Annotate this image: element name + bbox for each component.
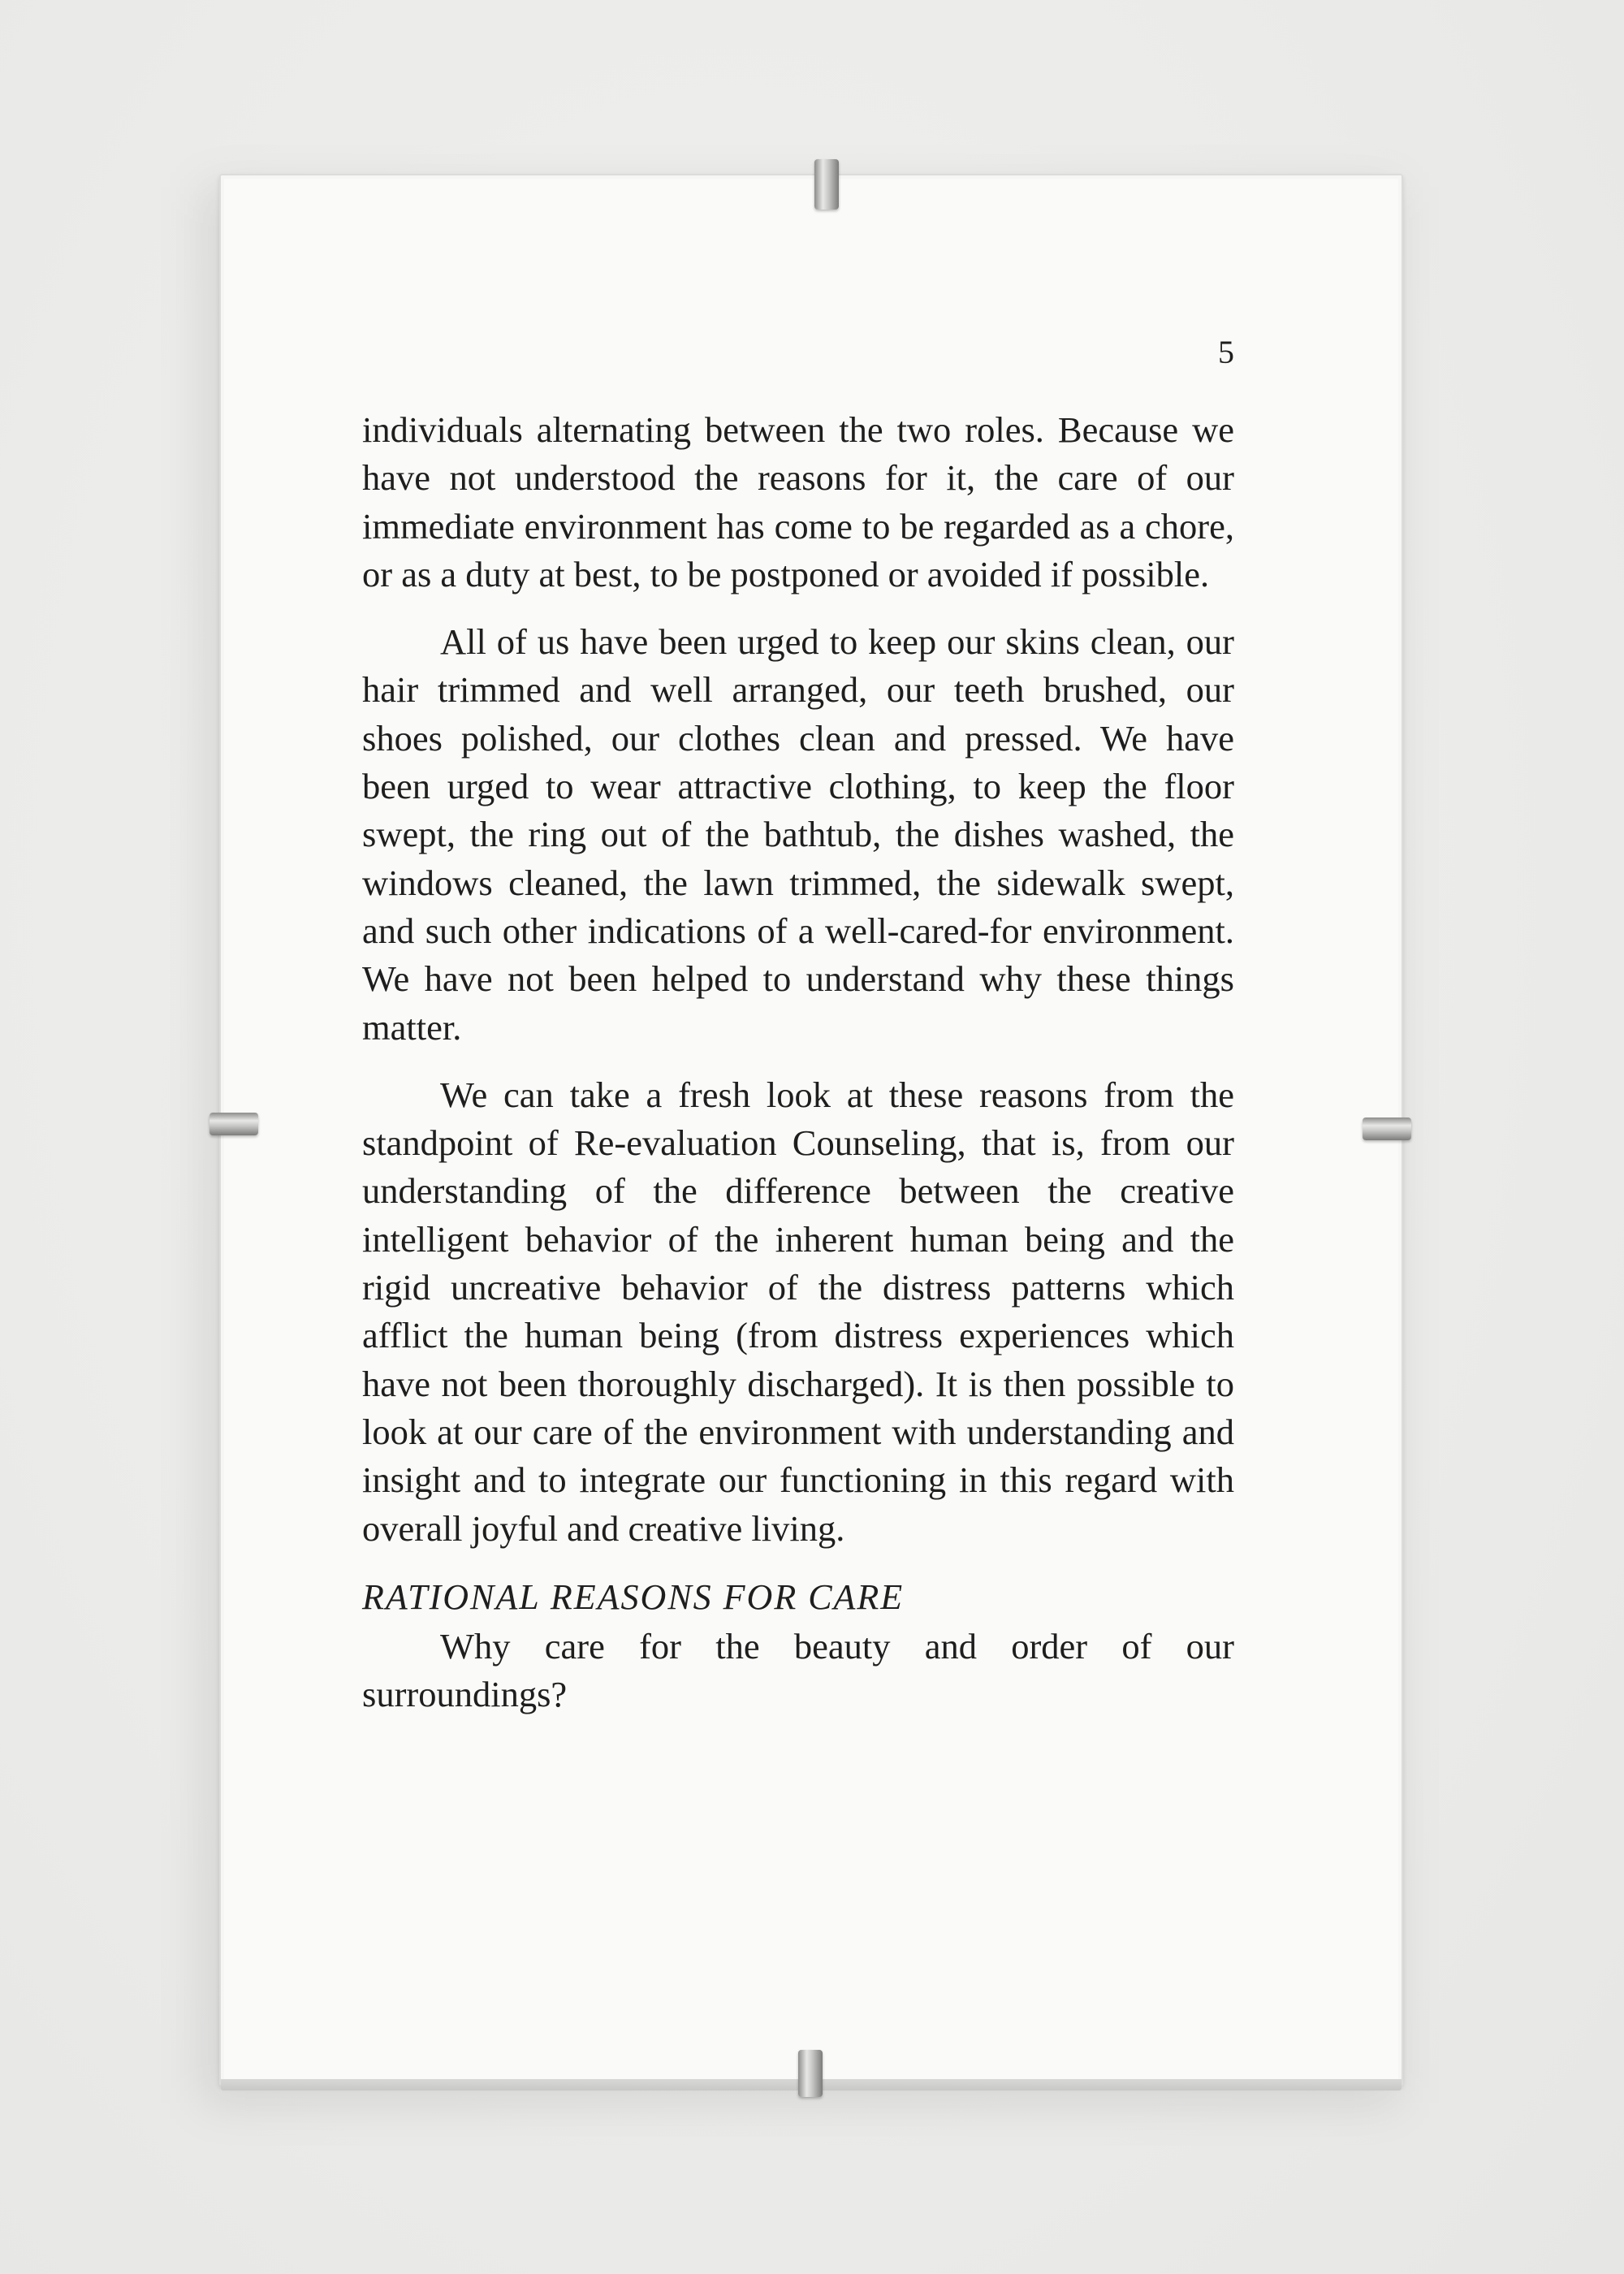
top-clip: [814, 159, 839, 210]
paragraph-3: We can take a fresh look at these reasons from the standpoint of Re-evaluation Counseling, that is, from our understanding of the difference between the creative intelligent behavior of the inherent human being and the rigid uncreative behavior of the distress patterns which afflict the human being (from distress experiences which have not been thoroughly discharged). It is then possible to look at our care of the environment with understanding and insight and to integrate our functioning in this regard with overall joyful and creative living.: [362, 1074, 1234, 1549]
page-number: 5: [1218, 334, 1234, 370]
section-heading: RATIONAL REASONS FOR CARE: [362, 1576, 905, 1617]
page-text: [362, 406, 1234, 1718]
right-clip: [1363, 1118, 1411, 1140]
left-clip: [209, 1113, 258, 1135]
section-question: Why care for the beauty and order of our surroundings?: [362, 1625, 1234, 1715]
bottom-clip: [798, 2050, 823, 2097]
paragraph-1: individuals alternating between the two roles. Because we have not understood the reasons for it, the care of our immediate environment has come to be regarded as a chore, or as a duty at best, to be postponed or avoided if possible.: [362, 409, 1234, 594]
paragraph-2: All of us have been urged to keep our skins clean, our hair trimmed and well arranged, our teeth brushed, our shoes polished, our clothes clean and pressed. We have been urged to wear attractive clothing, to keep the floor swept, the ring out of the bathtub, the dishes washed, the windows cleaned, the lawn trimmed, the sidewalk swept, and such other indications of a well-cared-for environment. We have not been helped to understand why these things matter.: [362, 621, 1234, 1048]
